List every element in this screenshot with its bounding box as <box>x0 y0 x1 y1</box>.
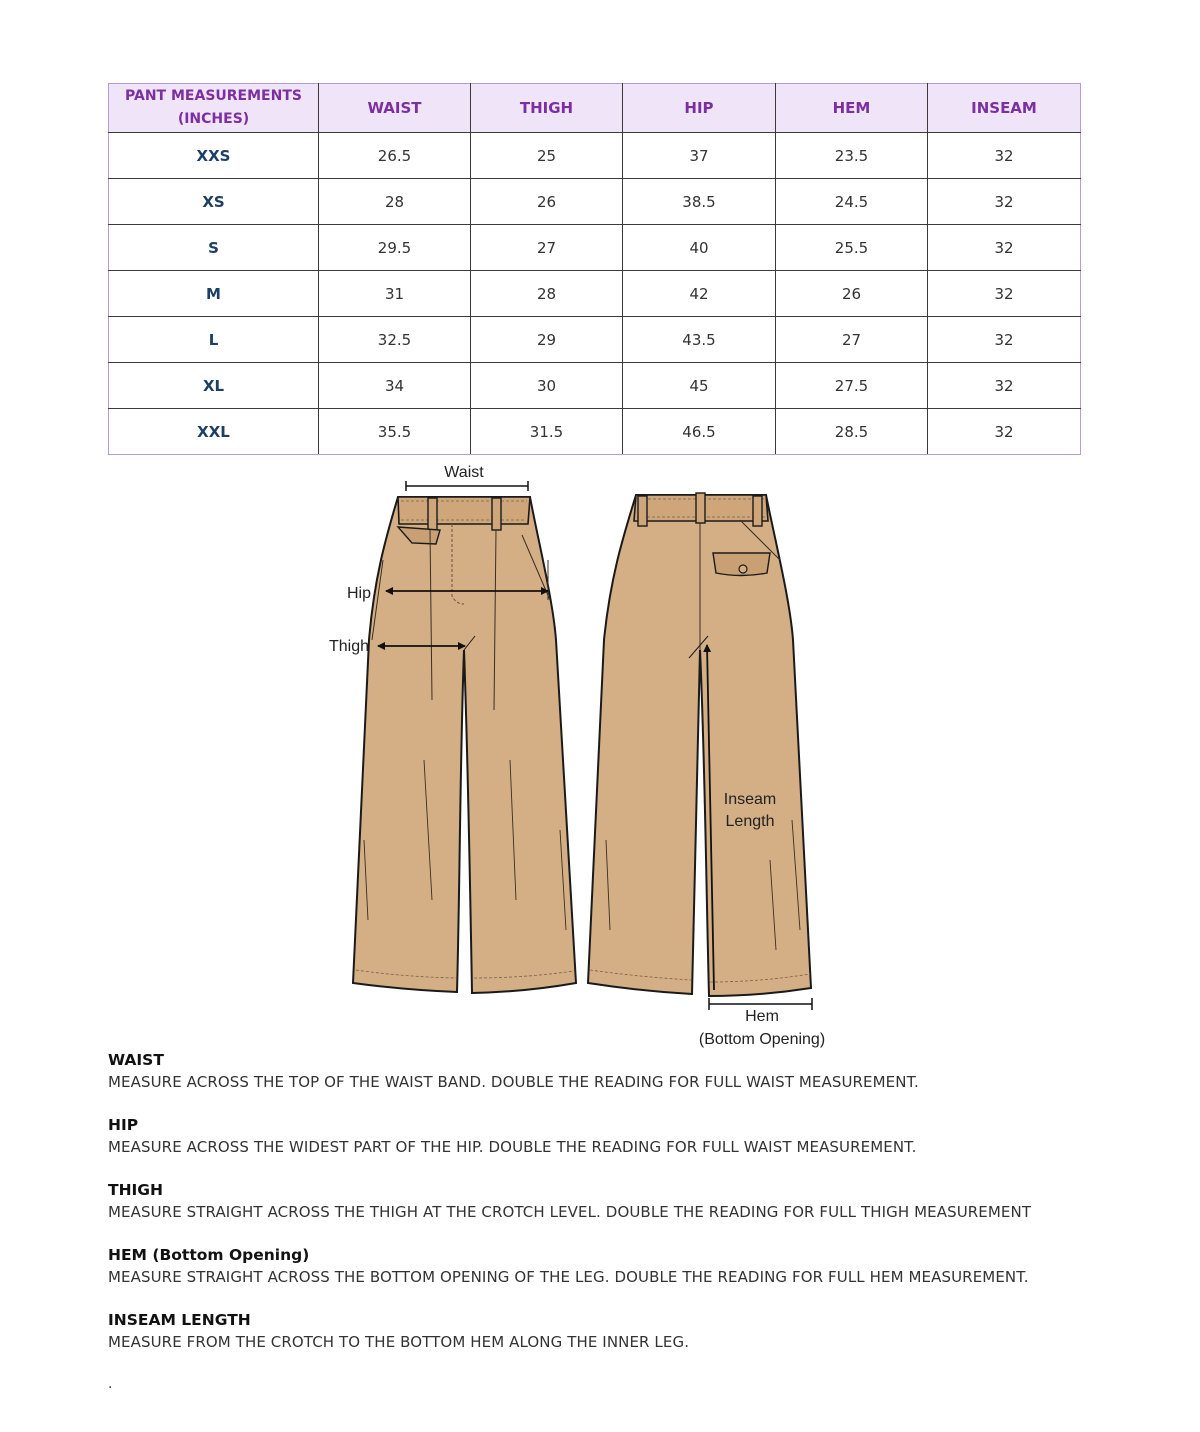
table-row <box>109 409 1081 455</box>
size-cell: XXS <box>109 133 319 179</box>
table-row <box>109 363 1081 409</box>
hip-cell: 43.5 <box>623 317 776 363</box>
measurement-instructions <box>108 1049 1168 1374</box>
thigh-cell: 30 <box>471 363 623 409</box>
table-row <box>109 317 1081 363</box>
header-pant-measurements <box>109 84 319 133</box>
hem-cell: 26 <box>776 271 928 317</box>
note-text: MEASURE FROM THE CROTCH TO THE BOTTOM HEM ALONG THE INNER LEG. <box>108 1333 690 1351</box>
waist-label: Waist <box>444 464 484 481</box>
inseam-cell: 32 <box>928 409 1081 455</box>
thigh-label: Thigh <box>328 638 369 655</box>
note-title: INSEAM LENGTH <box>108 1311 251 1329</box>
hip-label: Hip <box>346 585 371 602</box>
thigh-cell: 27 <box>471 225 623 271</box>
waist-cell: 28 <box>319 179 471 225</box>
waist-cell: 32.5 <box>319 317 471 363</box>
hem-cell: 23.5 <box>776 133 928 179</box>
hip-cell: 46.5 <box>623 409 776 455</box>
note-thigh <box>108 1179 1168 1223</box>
hem-cell: 27 <box>776 317 928 363</box>
size-cell: XXL <box>109 409 319 455</box>
waist-measure-line <box>406 481 528 491</box>
hem-cell: 28.5 <box>776 409 928 455</box>
note-hem <box>108 1244 1168 1288</box>
note-title: HEM (Bottom Opening) <box>108 1246 310 1264</box>
footer-dot: . <box>108 1376 113 1392</box>
table-row <box>109 225 1081 271</box>
inseam-label-line2: Length <box>725 813 775 830</box>
table-row <box>109 179 1081 225</box>
size-cell: XS <box>109 179 319 225</box>
waist-cell: 35.5 <box>319 409 471 455</box>
table-row <box>109 271 1081 317</box>
waist-cell: 31 <box>319 271 471 317</box>
note-text: MEASURE STRAIGHT ACROSS THE THIGH AT THE CROTCH LEVEL. DOUBLE THE READING FOR FULL THIGH MEASUREMENT <box>108 1203 1032 1221</box>
inseam-cell: 32 <box>928 271 1081 317</box>
header-waist: WAIST <box>319 84 471 133</box>
table-row <box>109 133 1081 179</box>
note-text: MEASURE ACROSS THE WIDEST PART OF THE HIP. DOUBLE THE READING FOR FULL WAIST MEASUREMENT. <box>108 1138 917 1156</box>
table-header-row <box>109 84 1081 133</box>
hip-cell: 38.5 <box>623 179 776 225</box>
note-waist <box>108 1049 1168 1093</box>
hem-cell: 27.5 <box>776 363 928 409</box>
header-first-line1: PANT MEASUREMENTS <box>125 88 302 104</box>
pant-front-view-illustration <box>353 497 576 993</box>
note-title: THIGH <box>108 1181 164 1199</box>
hip-cell: 45 <box>623 363 776 409</box>
waist-cell: 26.5 <box>319 133 471 179</box>
thigh-cell: 28 <box>471 271 623 317</box>
hem-label-line2: (Bottom Opening) <box>698 1031 826 1048</box>
thigh-cell: 25 <box>471 133 623 179</box>
header-hem: HEM <box>776 84 928 133</box>
inseam-cell: 32 <box>928 133 1081 179</box>
size-cell: L <box>109 317 319 363</box>
hip-cell: 42 <box>623 271 776 317</box>
inseam-label-line1: Inseam <box>723 791 777 808</box>
hip-cell: 40 <box>623 225 776 271</box>
hip-cell: 37 <box>623 133 776 179</box>
note-inseam <box>108 1309 1168 1353</box>
front-pant-body <box>353 497 576 993</box>
inseam-cell: 32 <box>928 179 1081 225</box>
header-hip: HIP <box>623 84 776 133</box>
note-hip <box>108 1114 1168 1158</box>
header-inseam: INSEAM <box>928 84 1081 133</box>
size-cell: XL <box>109 363 319 409</box>
thigh-cell: 26 <box>471 179 623 225</box>
note-text: MEASURE STRAIGHT ACROSS THE BOTTOM OPENING OF THE LEG. DOUBLE THE READING FOR FULL HEM MEASUREMENT. <box>108 1268 1029 1286</box>
note-text: MEASURE ACROSS THE TOP OF THE WAIST BAND. DOUBLE THE READING FOR FULL WAIST MEASUREMENT. <box>108 1073 919 1091</box>
inseam-cell: 32 <box>928 363 1081 409</box>
note-title: HIP <box>108 1116 139 1134</box>
thigh-cell: 31.5 <box>471 409 623 455</box>
hem-cell: 24.5 <box>776 179 928 225</box>
size-cell: S <box>109 225 319 271</box>
hem-cell: 25.5 <box>776 225 928 271</box>
size-cell: M <box>109 271 319 317</box>
inseam-cell: 32 <box>928 225 1081 271</box>
inseam-cell: 32 <box>928 317 1081 363</box>
note-title: WAIST <box>108 1051 164 1069</box>
header-thigh: THIGH <box>471 84 623 133</box>
pant-back-view-illustration <box>588 493 811 996</box>
size-chart-table <box>108 83 1081 455</box>
pant-measurement-diagram <box>0 458 1200 1050</box>
header-first-line2: (INCHES) <box>177 111 250 127</box>
waist-cell: 34 <box>319 363 471 409</box>
waist-cell: 29.5 <box>319 225 471 271</box>
hem-label-line1: Hem <box>745 1008 779 1025</box>
thigh-cell: 29 <box>471 317 623 363</box>
